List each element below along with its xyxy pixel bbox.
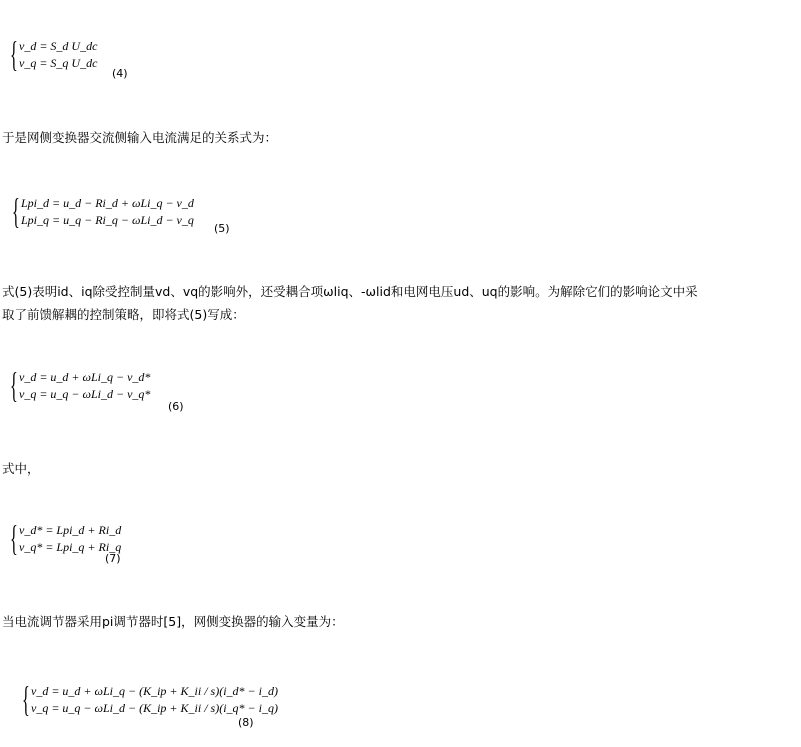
equation-5-number: (5) — [214, 222, 230, 235]
brace-icon: { — [10, 365, 18, 405]
equation-6 — [10, 365, 151, 405]
equation-8-line-2: v_q = u_q − ωLi_d − (K_ip + K_ii / s)(i_q* − i_q) — [31, 701, 278, 715]
equation-5-line-2: Lpi_q = u_q − Ri_q − ωLi_d − v_q — [21, 213, 194, 227]
paragraph-4: 当电流调节器采用pi调节器时[5]，网侧变换器的输入变量为： — [2, 614, 344, 629]
equation-5-line-1: Lpi_d = u_d − Ri_d + ωLi_q − v_d — [21, 196, 194, 210]
paragraph-2 — [2, 280, 797, 326]
equation-6-line-1: v_d = u_d + ωLi_q − v_d* — [19, 370, 151, 384]
brace-icon: { — [22, 679, 30, 719]
equation-7-line-2: v_q* = Lpi_q + Ri_q — [19, 540, 122, 554]
equation-6-number: (6) — [168, 400, 184, 413]
paragraph-3: 式中， — [2, 461, 40, 476]
paragraph-2-line-1: 式(5)表明id、iq除受控制量vd、vq的影响外，还受耦合项ωliq、-ωlid和电网电压ud、uq的影响。为解除它们的影响论文中采 — [2, 284, 698, 299]
equation-4-line-1: v_d = S_d U_dc — [19, 39, 98, 53]
equation-6-line-2: v_q = u_q − ωLi_d − v_q* — [19, 387, 151, 401]
equation-4-number: (4) — [112, 67, 128, 80]
paragraph-1: 于是网侧变换器交流侧输入电流满足的关系式为： — [2, 130, 278, 145]
equation-7-number: (7) — [105, 552, 121, 565]
brace-icon: { — [12, 191, 20, 231]
equation-5 — [12, 191, 194, 231]
equation-4-line-2: v_q = S_q U_dc — [19, 56, 98, 70]
brace-icon: { — [10, 34, 18, 74]
paragraph-2-line-2: 取了前馈解耦的控制策略，即将式(5)写成： — [2, 307, 245, 322]
equation-7 — [10, 518, 122, 558]
equation-8 — [22, 679, 278, 719]
equation-7-line-1: v_d* = Lpi_d + Ri_d — [19, 523, 122, 537]
brace-icon: { — [10, 518, 18, 558]
equation-8-number: (8) — [238, 716, 254, 729]
equation-4 — [10, 34, 98, 74]
equation-8-line-1: v_d = u_d + ωLi_q − (K_ip + K_ii / s)(i_d* − i_d) — [31, 684, 278, 698]
